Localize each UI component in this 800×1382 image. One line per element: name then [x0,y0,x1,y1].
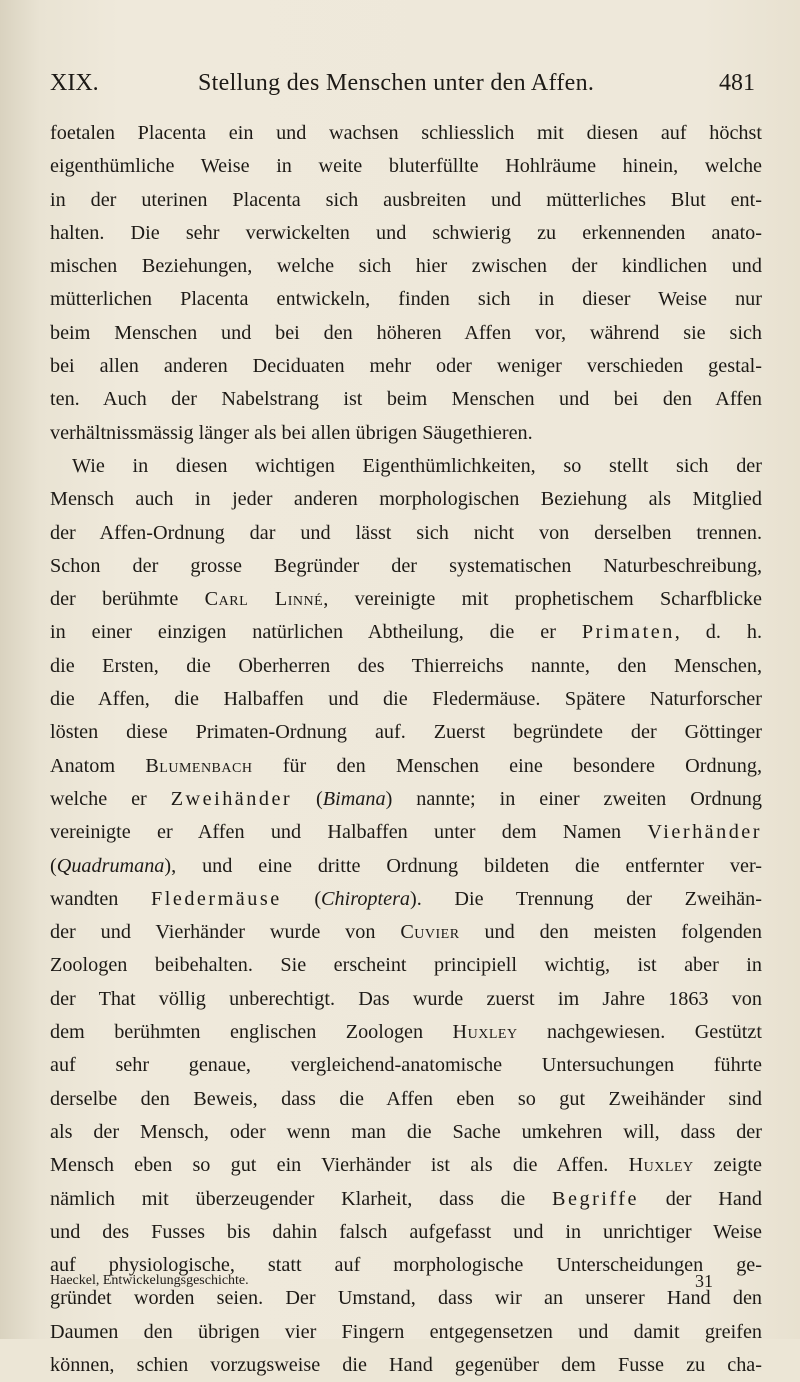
text-line: derselbe den Beweis, dass die Affen eben so gut Zweihänder sind [50,1087,762,1110]
emphasis-term: Zweihänder [170,787,293,810]
author-name: Carl Linné [204,588,324,611]
text-line: als der Mensch, oder wenn man die Sache umkehren will, dass der [50,1120,762,1143]
chapter-title: Stellung des Menschen unter den Affen. [198,70,595,96]
text-line: der That völlig unberechtigt. Das wurde zuerst im Jahre 1863 von [50,987,762,1010]
text-line: Zoologen beibehalten. Sie erscheint principiell wichtig, ist aber in [50,954,762,977]
emphasis-term: Begriffe [552,1187,639,1210]
text-line: Wie in diesen wichtigen Eigenthümlichkeiten, so stellt sich der [72,454,762,477]
text-line: Mensch eben so gut ein Vierhänder ist als die Affen. Huxley zeigte [50,1154,762,1177]
text-line: vereinigte er Affen und Halbaffen unter dem Namen Vierhänder [50,821,762,844]
text-line: Schon der grosse Begründer der systematischen Naturbeschreibung, [50,554,762,577]
text-line: mischen Beziehungen, welche sich hier zwischen der kindlichen und [50,255,762,278]
author-name: Huxley [628,1154,694,1177]
text-line: Anatom Blumenbach für den Menschen eine besondere Ordnung, [50,754,762,777]
text-line: verhältnissmässig länger als bei allen übrigen Säugethieren. [50,421,533,444]
text-line: die Ersten, die Oberherren des Thierreichs nannte, den Menschen, [50,654,762,677]
text-line: der berühmte Carl Linné, vereinigte mit prophetischem Scharfblicke [50,588,762,611]
text-line: wandten Fledermäuse (Chiroptera). Die Trennung der Zweihän- [50,887,763,910]
text-line: ten. Auch der Nabelstrang ist beim Menschen und bei den Affen [50,388,762,411]
latin-term: Quadrumana [56,854,165,877]
text-line: die Affen, die Halbaffen und die Fledermäuse. Spätere Naturforscher [50,688,762,711]
text-line: der und Vierhänder wurde von Cuvier und den meisten folgenden [50,921,762,944]
emphasis-term: Vierhänder [647,821,762,844]
latin-term: Chiroptera [321,887,411,910]
latin-term: Bimana [322,787,386,810]
author-name: Blumenbach [145,754,253,777]
text-line: und des Fusses bis dahin falsch aufgefasst und in unrichtiger Weise [50,1220,762,1243]
page-footer [50,1271,755,1301]
page-number: 481 [719,70,755,96]
text-line: welche er Zweihänder (Bimana) nannte; in einer zweiten Ordnung [50,787,762,810]
running-header [50,70,755,106]
text-line: lösten diese Primaten-Ordnung auf. Zuerst begründete der Göttinger [50,721,762,744]
text-line: können, schien vorzugsweise die Hand gegenüber dem Fusse zu cha- [50,1353,762,1376]
author-name: Huxley [452,1021,518,1044]
author-name: Cuvier [400,921,460,944]
text-line: auf sehr genaue, vergleichend-anatomische Untersuchungen führte [50,1054,762,1077]
text-line: in der uterinen Placenta sich ausbreiten und mütterliches Blut ent- [50,188,762,211]
text-line: eigenthümliche Weise in weite bluterfüllte Hohlräume hinein, welche [50,155,762,178]
emphasis-term: Primaten [581,621,675,644]
text-line: Mensch auch in jeder anderen morphologischen Beziehung als Mitglied [50,488,762,511]
emphasis-term: Fledermäuse [151,887,282,910]
text-line: gründet worden seien. Der Umstand, dass wir an unserer Hand den [50,1287,762,1310]
text-line: halten. Die sehr verwickelten und schwierig zu erkennenden anato- [50,221,762,244]
text-line: nämlich mit überzeugender Klarheit, dass die Begriffe der Hand [50,1187,762,1210]
text-line: auf physiologische, statt auf morphologische Unterscheidungen ge- [50,1254,762,1277]
text-line: mütterlichen Placenta entwickeln, finden sich in dieser Weise nur [50,288,762,311]
text-line: (Quadrumana), und eine dritte Ordnung bildeten die entfernter ver- [50,854,762,877]
footer-source: Haeckel, Entwickelungsgeschichte. [50,1273,249,1288]
body-text [50,117,762,1382]
text-line: Daumen den übrigen vier Fingern entgegensetzen und damit greifen [50,1320,762,1343]
text-line: der Affen-Ordnung dar und lässt sich nicht von derselben trennen. [50,521,762,544]
chapter-number: XIX. [50,70,99,96]
text-line: foetalen Placenta ein und wachsen schliesslich mit diesen auf höchst [50,122,762,144]
text-line: dem berühmten englischen Zoologen Huxley nachgewiesen. Gestützt [50,1021,762,1044]
signature-mark: 31 [695,1271,713,1291]
text-line: beim Menschen und bei den höheren Affen vor, während sie sich [50,321,762,344]
text-line: bei allen anderen Deciduaten mehr oder weniger verschieden gestal- [50,355,762,378]
text-line: in einer einzigen natürlichen Abtheilung, die er Primaten, d. h. [50,621,762,644]
